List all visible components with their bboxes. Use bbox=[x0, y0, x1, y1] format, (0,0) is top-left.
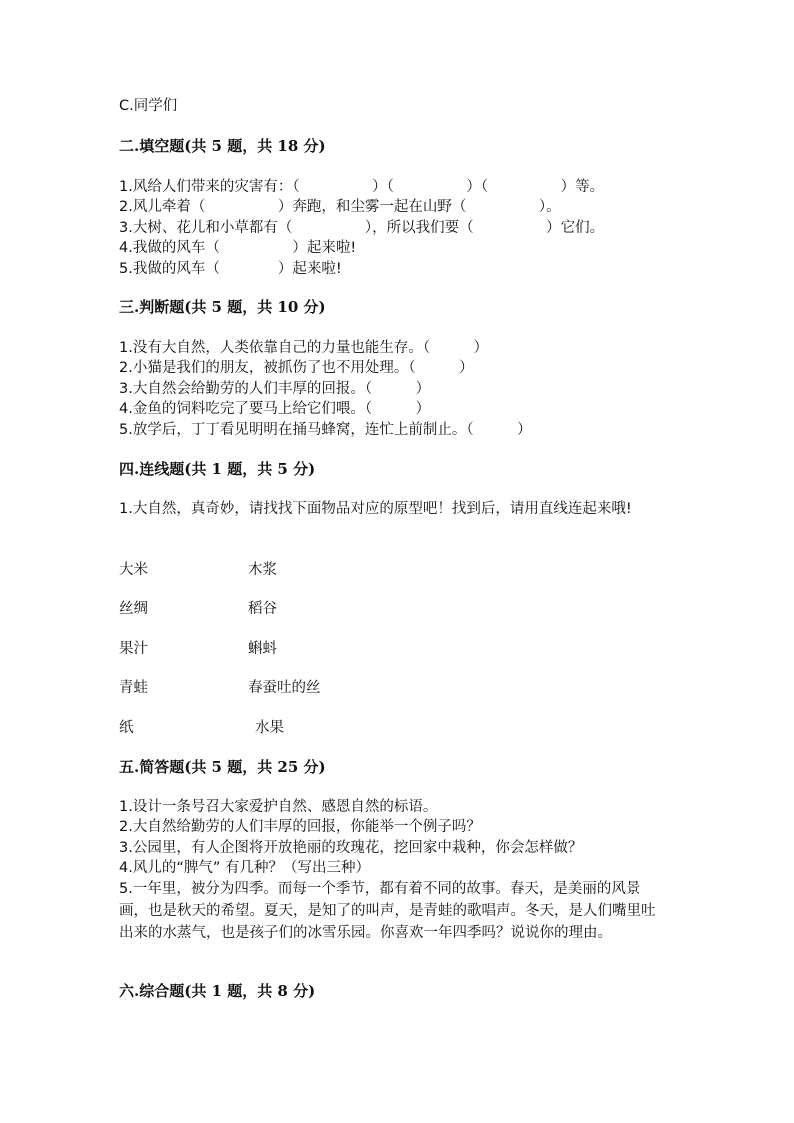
fill-blank-item-3: 3.大树、花儿和小草都有（ ），所以我们要（ ）它们。 bbox=[119, 220, 605, 236]
match-right-5: 水果 bbox=[255, 720, 284, 736]
section-comprehensive-heading: 六.综合题(共 1 题，共 8 分) bbox=[119, 982, 316, 1000]
fill-blank-item-5: 5.我做的风车（ ）起来啦! bbox=[119, 261, 342, 277]
match-left-4: 青蛙 bbox=[119, 680, 148, 696]
match-right-3: 蝌蚪 bbox=[248, 641, 277, 657]
match-left-3: 果汁 bbox=[119, 641, 148, 657]
fill-blank-item-2: 2.风儿牵着（ ）奔跑，和尘雾一起在山野（ ）。 bbox=[119, 199, 561, 215]
true-false-item-3: 3.大自然会给勤劳的人们丰厚的回报。（ ） bbox=[119, 381, 431, 397]
short-answer-item-2: 2.大自然给勤劳的人们丰厚的回报，你能举一个例子吗？ bbox=[119, 819, 481, 835]
match-left-5: 纸 bbox=[119, 720, 134, 736]
matching-question: 1.大自然，真奇妙，请找找下面物品对应的原型吧！找到后，请用直线连起来哦! bbox=[119, 501, 632, 517]
match-right-1: 木浆 bbox=[248, 562, 277, 578]
short-answer-item-1: 1.设计一条号召大家爱护自然、感恩自然的标语。 bbox=[119, 799, 438, 815]
section-fill-blank-heading: 二.填空题(共 5 题，共 18 分) bbox=[119, 137, 326, 155]
short-answer-item-5: 5.一年里，被分为四季。而每一个季节，都有着不同的故事。春天，是美丽的风景画，也是秋天的希望。夏天，是知了的叫声，是青蛙的歌唱声。冬天，是人们嘴里吐出来的水蒸气，也是孩子们的冰雪乐园。你喜欢一年四季吗？说说你的理由。 bbox=[119, 881, 656, 941]
true-false-item-2: 2.小猫是我们的朋友，被抓伤了也不用处理。（ ） bbox=[119, 360, 474, 376]
true-false-item-1: 1.没有大自然，人类依靠自己的力量也能生存。（ ） bbox=[119, 340, 489, 356]
match-left-2: 丝绸 bbox=[119, 601, 148, 617]
section-matching-heading: 四.连线题(共 1 题，共 5 分) bbox=[119, 460, 316, 478]
fill-blank-item-1: 1.风给人们带来的灾害有：（ ）（ ）（ ）等。 bbox=[119, 179, 605, 195]
match-right-4: 春蚕吐的丝 bbox=[248, 680, 321, 696]
fill-blank-item-4: 4.我做的风车（ ）起来啦! bbox=[119, 240, 357, 256]
section-short-answer-heading: 五.简答题(共 5 题，共 25 分) bbox=[119, 758, 326, 776]
true-false-item-5: 5.放学后，丁丁看见明明在捅马蜂窝，连忙上前制止。（ ） bbox=[119, 422, 532, 438]
short-answer-item-4: 4.风儿的“脾气” 有几种？（写出三种） bbox=[119, 860, 370, 876]
section-true-false-heading: 三.判断题(共 5 题，共 10 分) bbox=[119, 298, 326, 316]
option-c: C.同学们 bbox=[119, 98, 178, 114]
match-left-1: 大米 bbox=[119, 562, 148, 578]
short-answer-item-3: 3.公园里，有人企图将开放艳丽的玫瑰花，挖回家中栽种，你会怎样做？ bbox=[119, 840, 583, 856]
match-right-2: 稻谷 bbox=[248, 601, 277, 617]
true-false-item-4: 4.金鱼的饲料吃完了要马上给它们喂。（ ） bbox=[119, 401, 431, 417]
